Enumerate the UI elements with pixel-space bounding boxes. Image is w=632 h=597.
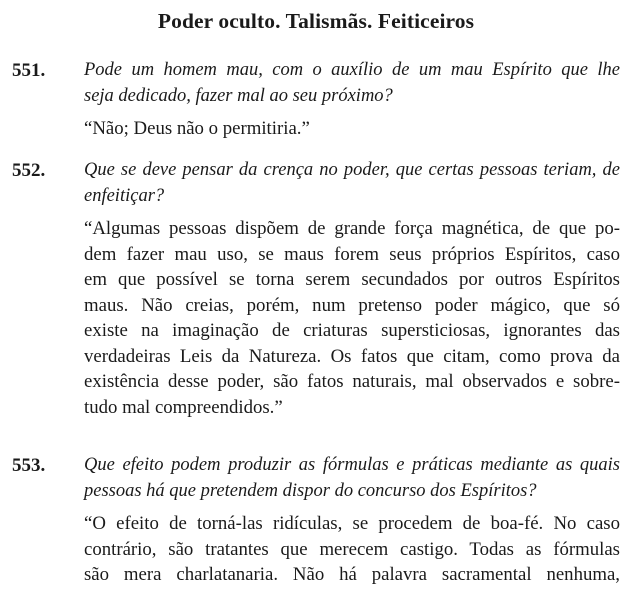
answer-text (84, 116, 620, 142)
entry-number: 551. (12, 60, 46, 81)
answer-line: existe na imaginação de criaturas supersticiosas, ignorantes das (84, 320, 620, 341)
answer-text (84, 511, 620, 588)
question-line: Que efeito podem produzir as fórmulas e práticas mediante as quais (84, 455, 620, 475)
answer-line: dem fazer mau uso, se maus forem seus próprios Espíritos, caso (84, 243, 620, 265)
question-line: enfeitiçar? (84, 185, 165, 206)
question-line: Pode um homem mau, com o auxílio de um mau Espírito que lhe (84, 60, 620, 80)
answer-line: contrário, são tratantes que merecem castigo. Todas as fórmulas (84, 538, 620, 560)
answer-line: em que possível se torna serem secundados por outros Espíritos (84, 269, 620, 290)
answer-line: “O efeito de torná-las ridículas, se procedem de boa-fé. No caso (84, 513, 620, 534)
answer-line: existência desse poder, são fatos naturais, mal observados e sobre- (84, 371, 620, 392)
answer-line: tudo mal compreendidos.” (84, 396, 283, 418)
question-text (84, 58, 620, 109)
answer-line: verdadeiras Leis da Natureza. Os fatos que citam, como prova da (84, 345, 620, 367)
question-line: Que se deve pensar da crença no poder, que certas pessoas teriam, de (84, 160, 620, 180)
answer-line: “Não; Deus não o permitiria.” (84, 118, 310, 139)
question-line: pessoas há que pretendem dispor do concurso dos Espíritos? (84, 480, 537, 501)
answer-line: maus. Não creias, porém, num pretenso poder mágico, que só (84, 294, 620, 316)
question-text (84, 453, 620, 504)
answer-line: são mera charlatanaria. Não há palavra sacramental nenhuma, (84, 564, 620, 585)
answer-text (84, 216, 620, 420)
answer-line: “Algumas pessoas dispõem de grande força magnética, de que po- (84, 218, 620, 239)
section-heading: Poder oculto. Talismãs. Feiticeiros (157, 9, 475, 33)
entry-number: 552. (12, 160, 46, 181)
question-line: seja dedicado, fazer mal ao seu próximo? (84, 85, 393, 106)
question-text (84, 158, 620, 209)
entry-number: 553. (12, 455, 46, 476)
